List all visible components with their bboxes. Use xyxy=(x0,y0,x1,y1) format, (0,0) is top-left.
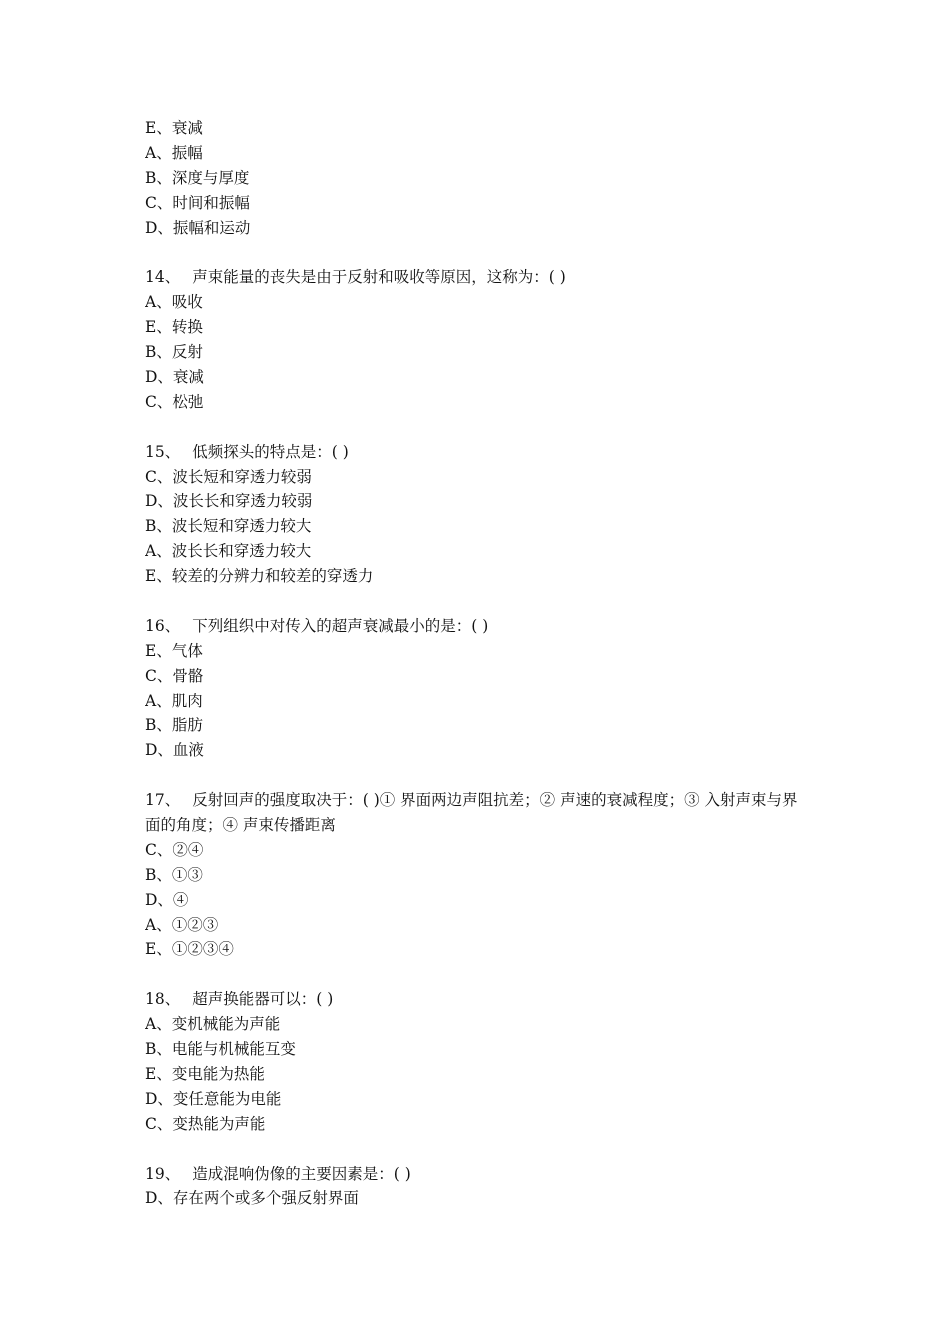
option-line: E、气体 xyxy=(145,641,203,660)
question-stem xyxy=(145,987,810,1012)
option-line: D、血液 xyxy=(145,741,204,760)
option-line: E、转换 xyxy=(145,318,203,337)
option-line: B、反射 xyxy=(145,343,203,362)
question-number: 19、 xyxy=(145,1164,181,1183)
question-stem xyxy=(145,614,810,639)
question-number: 14、 xyxy=(145,268,181,287)
question-text: 声束能量的丧失是由于反射和吸收等原因，这称为：( ) xyxy=(192,268,566,287)
question-stem xyxy=(145,440,810,465)
option-line: A、①②③ xyxy=(145,915,219,934)
question-list xyxy=(145,116,810,1211)
option-line: B、深度与厚度 xyxy=(145,168,250,187)
option-line: D、衰减 xyxy=(145,367,204,386)
question-text: 低频探头的特点是：( ) xyxy=(192,442,349,461)
question-text: 超声换能器可以：( ) xyxy=(192,990,334,1009)
question-stem xyxy=(145,788,810,838)
option-line: C、松弛 xyxy=(145,392,204,411)
option-line: B、①③ xyxy=(145,865,203,884)
question-number: 18、 xyxy=(145,990,181,1009)
question-text: 下列组织中对传入的超声衰减最小的是：( ) xyxy=(192,616,489,635)
question-stem xyxy=(145,265,810,290)
option-line: D、存在两个或多个强反射界面 xyxy=(145,1189,359,1208)
question-text: 反射回声的强度取决于：( )① 界面两边声阻抗差；② 声速的衰减程度；③ 入射声束与界面的角度；④ 声束传播距离 xyxy=(145,791,798,834)
option-line: B、电能与机械能互变 xyxy=(145,1040,296,1059)
option-line: B、脂肪 xyxy=(145,716,203,735)
option-line: D、波长长和穿透力较弱 xyxy=(145,492,313,511)
option-line: A、变机械能为声能 xyxy=(145,1015,281,1034)
option-line: A、振幅 xyxy=(145,143,203,162)
option-line: C、②④ xyxy=(145,840,204,859)
question-19 xyxy=(145,1162,810,1212)
question-stem xyxy=(145,1162,810,1187)
option-line: C、波长短和穿透力较弱 xyxy=(145,467,312,486)
question-number: 16、 xyxy=(145,616,181,635)
option-line: E、变电能为热能 xyxy=(145,1064,265,1083)
option-line: E、较差的分辨力和较差的穿透力 xyxy=(145,567,374,586)
option-line: A、吸收 xyxy=(145,293,203,312)
option-line: B、波长短和穿透力较大 xyxy=(145,517,312,536)
question-number: 15、 xyxy=(145,442,181,461)
option-line: E、衰减 xyxy=(145,119,203,137)
question-text: 造成混响伪像的主要因素是：( ) xyxy=(192,1164,411,1183)
question-18 xyxy=(145,987,810,1136)
question-15 xyxy=(145,440,810,589)
option-line: C、时间和振幅 xyxy=(145,193,250,212)
question-17 xyxy=(145,788,810,962)
option-line: C、骨骼 xyxy=(145,666,204,685)
question-number: 17、 xyxy=(145,791,181,810)
option-line: C、变热能为声能 xyxy=(145,1114,266,1133)
option-line: D、变任意能为电能 xyxy=(145,1089,282,1108)
option-line: A、肌肉 xyxy=(145,691,203,710)
option-line: D、振幅和运动 xyxy=(145,218,251,237)
question-16 xyxy=(145,614,810,763)
question-14 xyxy=(145,265,810,414)
option-line: A、波长长和穿透力较大 xyxy=(145,542,312,561)
option-line: E、①②③④ xyxy=(145,940,234,959)
question-continuation xyxy=(145,116,810,240)
option-line: D、④ xyxy=(145,890,189,909)
